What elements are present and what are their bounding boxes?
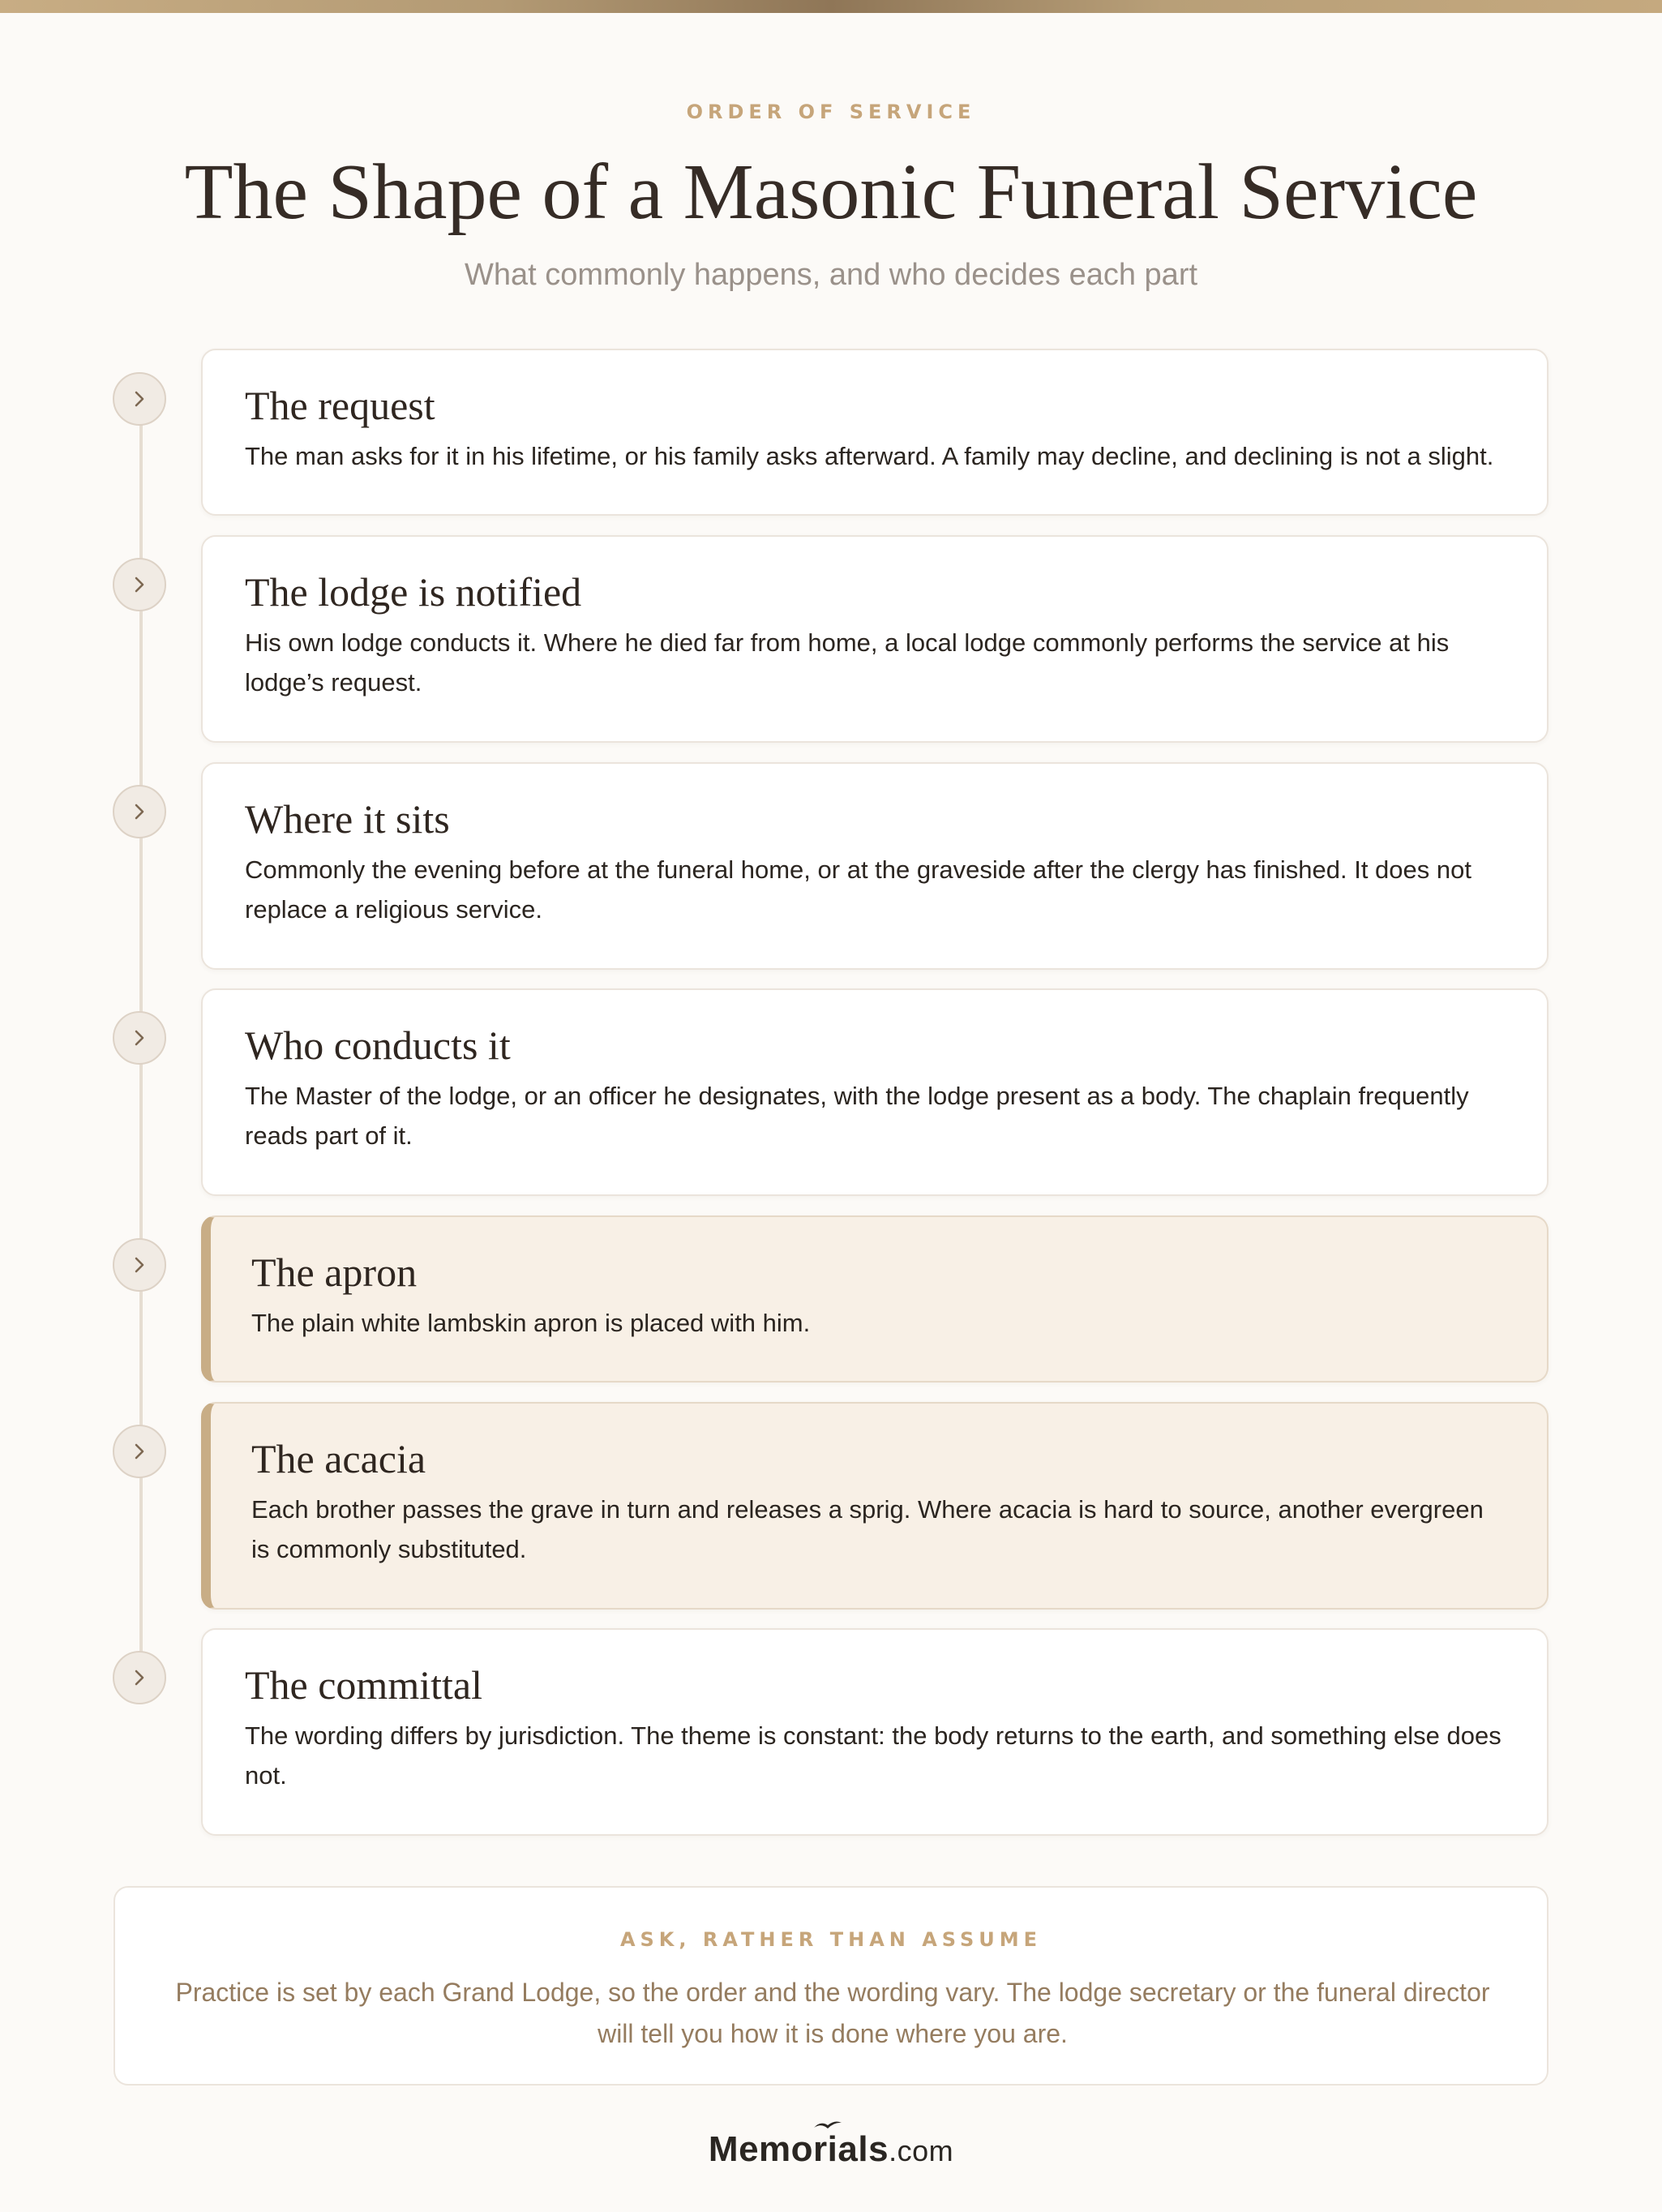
step-marker xyxy=(113,372,166,426)
advice-note xyxy=(114,1886,1548,2086)
step-marker xyxy=(113,1011,166,1065)
step-marker xyxy=(113,785,166,838)
eyebrow-label: ORDER OF SERVICE xyxy=(686,101,976,123)
chevron-right-icon xyxy=(131,1256,148,1274)
page-title: The Shape of a Masonic Funeral Service xyxy=(184,148,1478,236)
step-description: The Master of the lodge, or an officer he designates, with the lodge present as a body. The chaplain frequently reads part of it. xyxy=(245,1082,1469,1150)
step-title: The apron xyxy=(251,1250,418,1295)
step-card xyxy=(201,762,1548,970)
logo-name: Memorials xyxy=(708,2129,889,2169)
step-card xyxy=(201,1628,1548,1836)
logo-suffix: .com xyxy=(889,2134,954,2167)
note-heading: ASK, RATHER THAN ASSUME xyxy=(619,1928,1043,1951)
footer-logo xyxy=(0,2129,1662,2170)
chevron-right-icon xyxy=(131,1669,148,1687)
step-title: The committal xyxy=(245,1662,482,1708)
step-title: The acacia xyxy=(251,1436,426,1481)
chevron-right-icon xyxy=(131,1029,148,1047)
step-card-highlighted xyxy=(201,1402,1548,1610)
chevron-right-icon xyxy=(131,1443,148,1460)
step-card xyxy=(201,535,1548,743)
step-marker xyxy=(113,1425,166,1478)
step-card-highlighted xyxy=(201,1215,1548,1382)
step-title: Who conducts it xyxy=(245,1022,511,1068)
chevron-right-icon xyxy=(131,390,148,408)
step-marker xyxy=(113,1651,166,1704)
chevron-right-icon xyxy=(131,576,148,594)
page-subtitle: What commonly happens, and who decides each part xyxy=(464,258,1198,292)
step-description: Commonly the evening before at the funeral home, or at the graveside after the clergy has finished. It does not replace a religious service. xyxy=(245,855,1471,924)
step-description: The wording differs by jurisdiction. The theme is constant: the body returns to the earth, and something else does not. xyxy=(245,1721,1501,1790)
step-title: The request xyxy=(245,383,435,428)
memorials-logo xyxy=(709,2129,953,2170)
step-description: His own lodge conducts it. Where he died far from home, a local lodge commonly performs the service at his lodge’s request. xyxy=(245,628,1450,697)
step-card xyxy=(201,988,1548,1196)
step-description: Each brother passes the grave in turn and releases a sprig. Where acacia is hard to source, another evergreen is commonly substituted. xyxy=(251,1495,1484,1563)
step-card xyxy=(201,349,1548,516)
step-description: The man asks for it in his lifetime, or his family asks afterward. A family may decline, and declining is not a slight. xyxy=(245,442,1494,470)
step-marker xyxy=(113,558,166,611)
step-marker xyxy=(113,1238,166,1292)
step-description: The plain white lambskin apron is placed with him. xyxy=(251,1309,811,1337)
step-title: The lodge is notified xyxy=(245,569,582,615)
chevron-right-icon xyxy=(131,803,148,821)
bird-icon xyxy=(812,2118,843,2131)
top-accent-bar xyxy=(0,0,1662,13)
step-title: Where it sits xyxy=(245,796,450,842)
note-body: Practice is set by each Grand Lodge, so the order and the wording vary. The lodge secretary or the funeral director will tell you how it is done where you are. xyxy=(175,1978,1490,2048)
